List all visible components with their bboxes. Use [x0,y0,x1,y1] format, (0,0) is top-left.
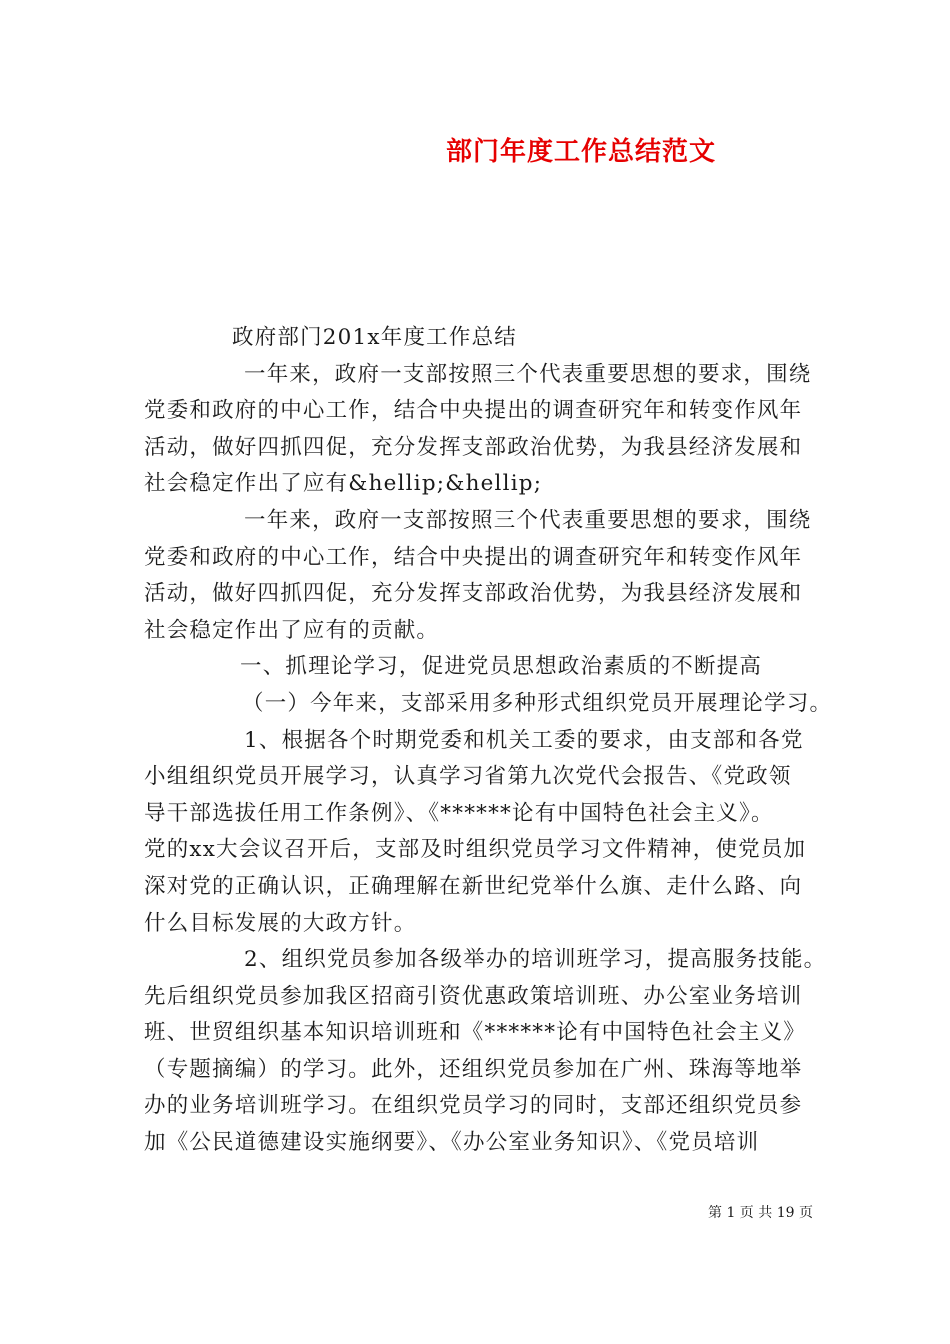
paragraph-line: 办的业务培训班学习。在组织党员学习的同时，支部还组织党员参 [144,1093,803,1119]
paragraph-line: 加《公民道德建设实施纲要》、《办公室业务知识》、《党员培训 [144,1130,760,1156]
paragraph-line: 1、根据各个时期党委和机关工委的要求，由支部和各党 [244,727,804,753]
paragraph-line: 党的xx大会议召开后，支部及时组织党员学习文件精神，使党员加 [144,837,807,863]
paragraph-line: 班、世贸组织基本知识培训班和《******论有中国特色社会主义》 [144,1020,806,1046]
paragraph-line: 一年来，政府一支部按照三个代表重要思想的要求，围绕 [244,361,812,387]
subsection-heading: （一）今年来，支部采用多种形式组织党员开展理论学习。 [242,690,833,716]
paragraph-line: 活动，做好四抓四促，充分发挥支部政治优势，为我县经济发展和 [144,434,803,460]
paragraph-line: 小组组织党员开展学习，认真学习省第九次党代会报告、《党政领 [144,764,792,790]
paragraph-line: 社会稳定作出了应有的贡献。 [144,617,440,643]
section-heading: 一、抓理论学习，促进党员思想政治素质的不断提高 [240,654,763,680]
document-title-text: 部门年度工作总结范文 [446,137,717,167]
document-subtitle: 政府部门201x年度工作总结 [232,325,517,350]
paragraph-line: 活动，做好四抓四促，充分发挥支部政治优势，为我县经济发展和 [144,581,803,607]
paragraph-line: 党委和政府的中心工作，结合中央提出的调查研究年和转变作风年 [144,398,803,424]
paragraph-line: 一年来，政府一支部按照三个代表重要思想的要求，围绕 [244,507,812,533]
document-body [144,320,833,1162]
paragraph-line: 导干部选拔任用工作条例》、《******论有中国特色社会主义》。 [144,800,774,826]
paragraph-line: 先后组织党员参加我区招商引资优惠政策培训班、办公室业务培训 [144,983,803,1009]
paragraph-line: （专题摘编）的学习。此外，还组织党员参加在广州、珠海等地举 [144,1056,803,1082]
paragraph-line: 党委和政府的中心工作，结合中央提出的调查研究年和转变作风年 [144,544,803,570]
paragraph-line: 深对党的正确认识，正确理解在新世纪党举什么旗、走什么路、向 [144,873,803,899]
page-number: 第 1 页 共 19 页 [708,1205,813,1221]
paragraph-line: 什么目标发展的大政方针。 [144,910,417,936]
paragraph-line: 社会稳定作出了应有&hellip;&hellip; [144,471,543,497]
paragraph-line: 2、组织党员参加各级举办的培训班学习，提高服务技能。 [244,947,827,973]
